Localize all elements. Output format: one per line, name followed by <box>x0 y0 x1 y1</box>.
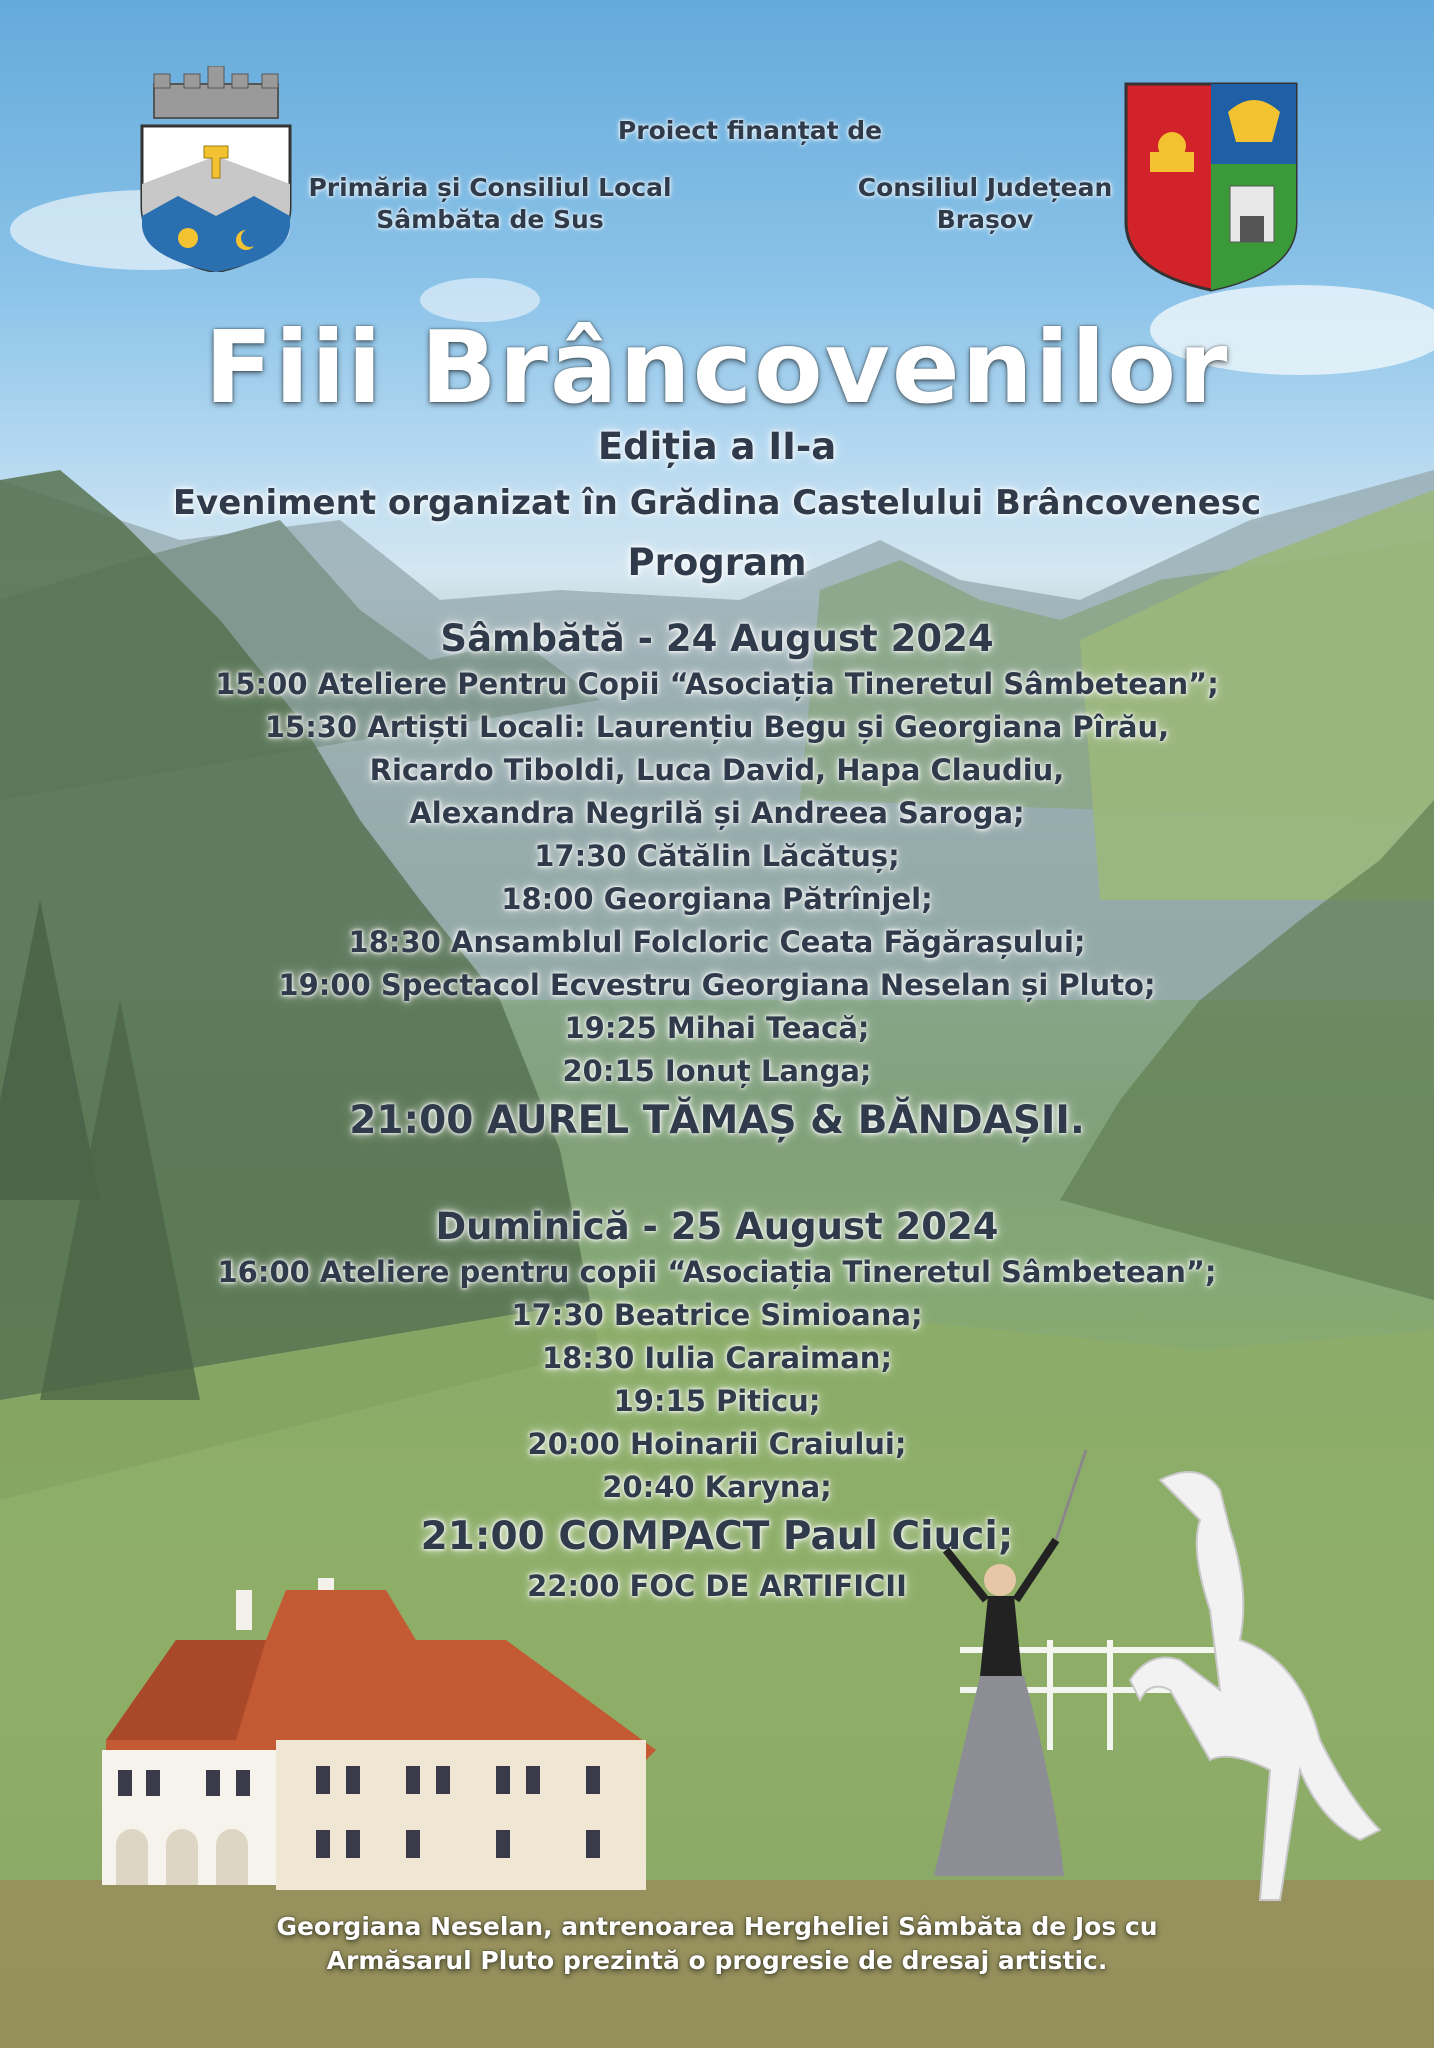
schedule-item: 15:30 Artiști Locali: Laurențiu Begu și Georgiana Pîrău, <box>264 710 1170 744</box>
fireworks-item: 22:00 FOC DE ARTIFICII <box>527 1569 907 1603</box>
venue-text: Eveniment organizat în Grădina Castelului Brâncovenesc <box>172 483 1262 523</box>
schedule-item: 17:30 Cătălin Lăcătuș; <box>534 839 900 873</box>
saturday-schedule <box>0 615 1434 1149</box>
left-organization-line2: Sâmbăta de Sus <box>376 205 604 234</box>
schedule-item: 18:00 Georgiana Pătrînjel; <box>501 882 933 916</box>
right-organization-line1: Consiliul Județean <box>857 173 1113 202</box>
schedule-item: 20:00 Hoinarii Craiului; <box>527 1427 907 1461</box>
schedule-item: Alexandra Negrilă și Andreea Saroga; <box>409 796 1025 830</box>
brancovenesc-castle-illustration <box>86 1570 656 1900</box>
schedule-item: 18:30 Ansamblul Folcloric Ceata Făgărașului; <box>348 925 1086 959</box>
funded-by-label: Proiect finanțat de <box>617 116 883 145</box>
saturday-headliner: 21:00 AUREL TĂMAȘ & BĂNDAȘII. <box>349 1098 1085 1143</box>
schedule-item: 20:15 Ionuț Langa; <box>562 1054 872 1088</box>
schedule-item: 15:00 Ateliere Pentru Copii “Asociația Tineretul Sâmbetean”; <box>215 667 1219 701</box>
footer-caption-line1: Georgiana Neselan, antrenoarea Hergheliei Sâmbăta de Jos cu <box>276 1912 1158 1941</box>
footer-caption <box>0 1910 1434 1978</box>
schedule-item: 19:15 Piticu; <box>613 1384 821 1418</box>
footer-caption-line2: Armăsarul Pluto prezintă o progresie de dresaj artistic. <box>326 1946 1108 1975</box>
schedule-item: 18:30 Iulia Caraiman; <box>541 1341 893 1375</box>
schedule-item: 17:30 Beatrice Simioana; <box>511 1298 923 1332</box>
schedule-item: 16:00 Ateliere pentru copii “Asociația Tineretul Sâmbetean”; <box>217 1255 1217 1289</box>
left-organization-line1: Primăria și Consiliul Local <box>308 173 672 202</box>
right-organization <box>845 172 1125 236</box>
right-organization-line2: Brașov <box>936 205 1034 234</box>
program-label: Program <box>627 541 807 584</box>
sambata-de-sus-coat-of-arms <box>138 66 294 272</box>
rider-and-white-horse-illustration <box>900 1450 1410 1920</box>
schedule-item: 19:00 Spectacol Ecvestru Georgiana Neselan și Pluto; <box>278 968 1156 1002</box>
schedule-item: Ricardo Tiboldi, Luca David, Hapa Claudiu, <box>369 753 1065 787</box>
schedule-item: 19:25 Mihai Teacă; <box>564 1011 870 1045</box>
sunday-heading: Duminică - 25 August 2024 <box>435 1205 999 1248</box>
schedule-item: 20:40 Karyna; <box>602 1470 832 1504</box>
sunday-headliner: 21:00 COMPACT Paul Ciuci; <box>420 1514 1014 1559</box>
edition-label: Ediția a II-a <box>597 425 837 468</box>
brasov-county-coat-of-arms <box>1124 82 1298 292</box>
left-organization <box>305 172 675 236</box>
event-title: Fiii Brâncovenilor <box>204 309 1230 426</box>
saturday-heading: Sâmbătă - 24 August 2024 <box>440 617 994 660</box>
